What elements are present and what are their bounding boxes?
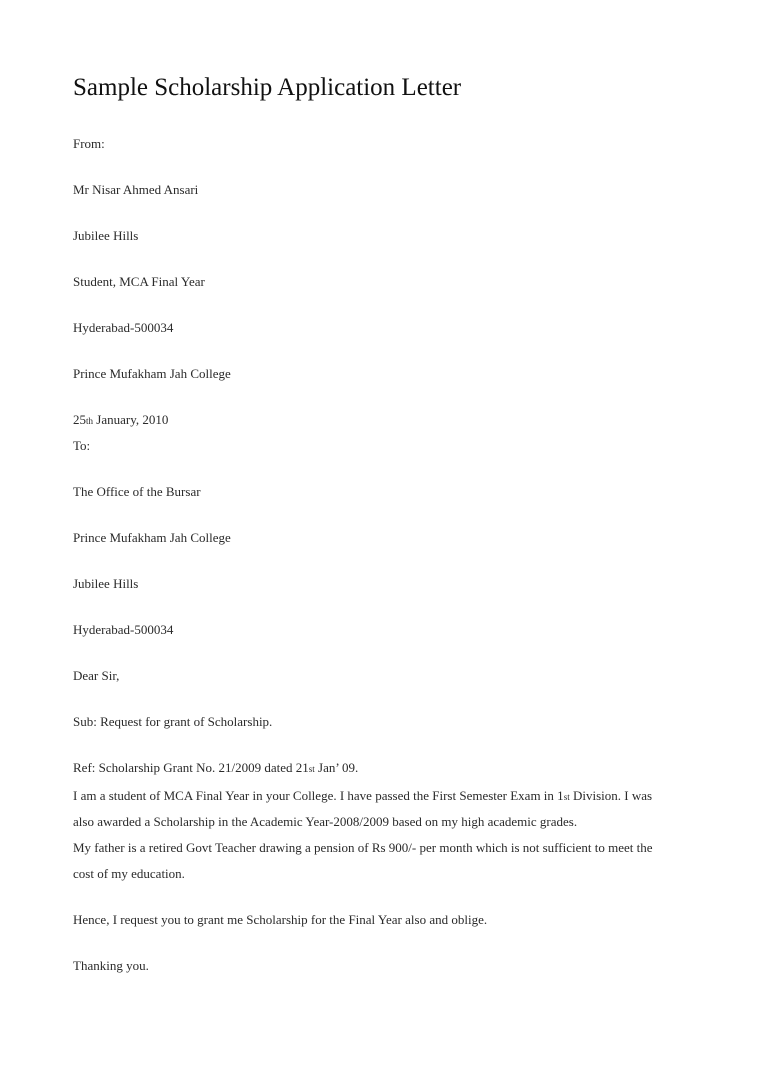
body-p1-after: Division. I was	[569, 788, 653, 803]
subject-line: Sub: Request for grant of Scholarship.	[73, 714, 273, 729]
body-p1-before: I am a student of MCA Final Year in your College. I have passed the First Semester Exam in 1	[73, 788, 564, 803]
recipient-city: Hyderabad-500034	[73, 622, 174, 637]
from-label: From:	[73, 136, 105, 151]
body-p1-suffix: st	[563, 792, 570, 802]
sender-area: Jubilee Hills	[73, 228, 139, 243]
date-day-suffix: th	[86, 416, 94, 426]
body-paragraph-1-line-2: also awarded a Scholarship in the Academic Year-2008/2009 based on my high academic grades.	[73, 814, 578, 829]
sender-city: Hyderabad-500034	[73, 320, 174, 335]
recipient-college: Prince Mufakham Jah College	[73, 530, 231, 545]
reference-after: Jan’ 09.	[314, 760, 359, 775]
body-paragraph-2-line-2: cost of my education.	[73, 866, 185, 881]
reference-before: Ref: Scholarship Grant No. 21/2009 dated 21	[73, 760, 309, 775]
date-day: 25	[73, 412, 86, 427]
page-title: Sample Scholarship Application Letter	[73, 74, 462, 101]
body-paragraph-1-line-1	[73, 788, 652, 805]
recipient-area: Jubilee Hills	[73, 576, 139, 591]
reference-suffix: st	[308, 764, 315, 774]
reference-line	[73, 760, 358, 777]
letter-date	[73, 412, 168, 429]
to-label: To:	[73, 438, 91, 453]
date-rest: January, 2010	[93, 412, 169, 427]
body-paragraph-2-line-1: My father is a retired Govt Teacher drawing a pension of Rs 900/- per month which is not sufficient to meet the	[73, 840, 653, 855]
sender-status: Student, MCA Final Year	[73, 274, 205, 289]
sender-college: Prince Mufakham Jah College	[73, 366, 231, 381]
closing: Thanking you.	[73, 958, 149, 973]
body-paragraph-3: Hence, I request you to grant me Scholarship for the Final Year also and oblige.	[73, 912, 488, 927]
recipient-office: The Office of the Bursar	[73, 484, 201, 499]
salutation: Dear Sir,	[73, 668, 120, 683]
sender-name: Mr Nisar Ahmed Ansari	[73, 182, 199, 197]
